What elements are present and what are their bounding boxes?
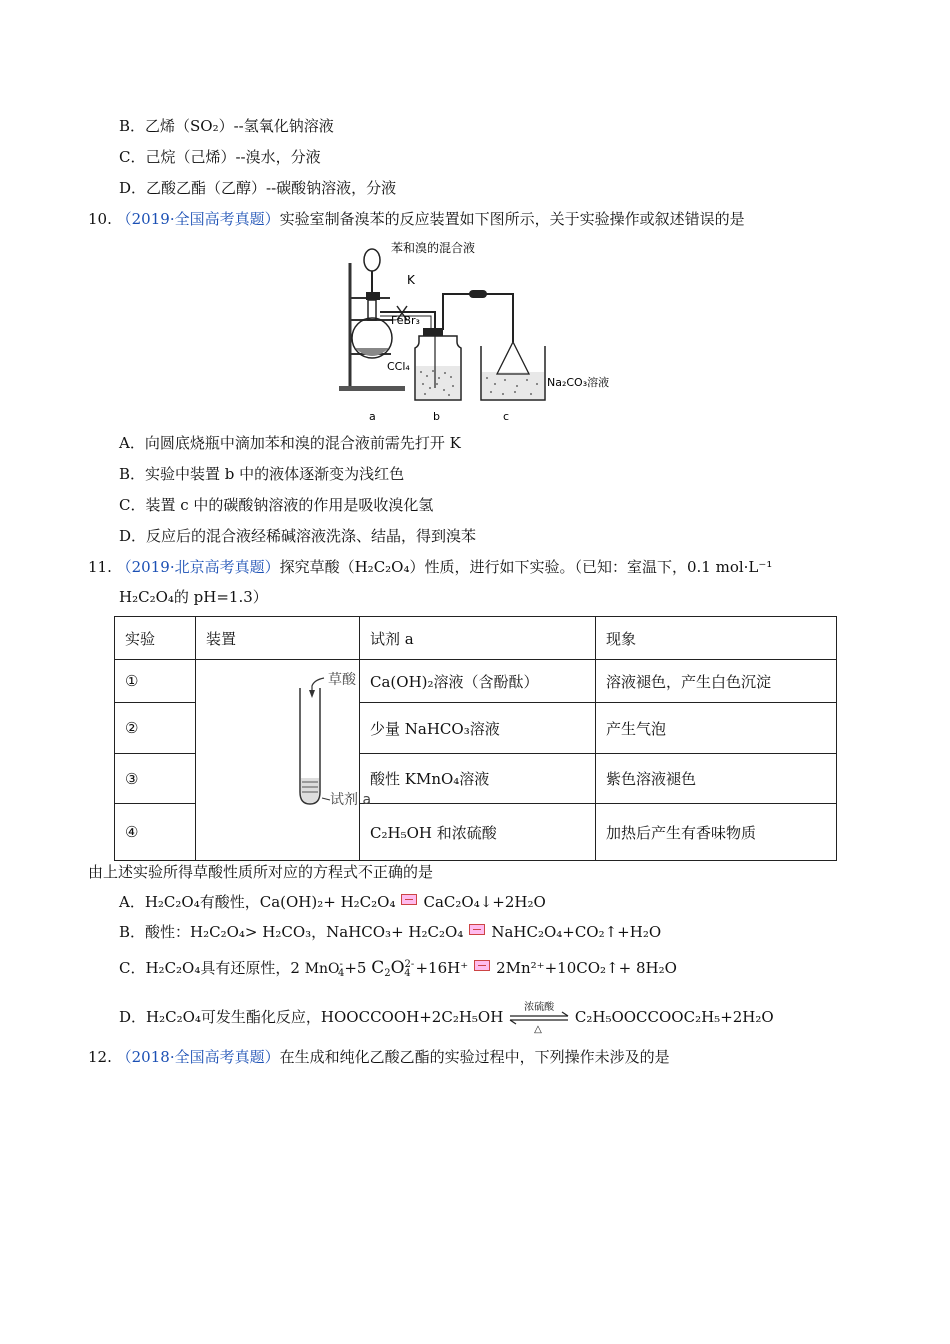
opt-c-left: C．H₂C₂O₄具有还原性，2 xyxy=(119,959,300,977)
q12-stem-text: 在生成和纯化乙酸乙酯的实验过程中，下列操作未涉及的是 xyxy=(279,1048,670,1066)
table-header-row xyxy=(115,617,837,660)
q9-option-c: C．己烷（己烯）--溴水，分液 xyxy=(119,148,321,166)
row-result: 产生气泡 xyxy=(596,703,837,754)
opt-d-right: C₂H₅OOCCOOC₂H₅+2H₂O xyxy=(574,1008,774,1026)
q10-option-a: A．向圆底烧瓶中滴加苯和溴的混合液前需先打开 K xyxy=(119,434,461,452)
header-cell: 实验 xyxy=(115,617,196,660)
row-result: 加热后产生有香味物质 xyxy=(596,804,837,861)
q9-option-b: B．乙烯（SO₂）--氢氧化钠溶液 xyxy=(119,117,334,135)
q12-stem xyxy=(88,1047,670,1067)
row-id: ④ xyxy=(115,804,196,861)
fig-k-label: K xyxy=(407,273,415,287)
test-tube-figure xyxy=(196,660,372,860)
table-row xyxy=(115,660,837,703)
row-id: ② xyxy=(115,703,196,754)
q11-option-d xyxy=(119,1002,774,1035)
header-cell: 装置 xyxy=(196,617,360,660)
device-label-top: 草酸 xyxy=(328,672,356,688)
row-id: ③ xyxy=(115,753,196,804)
q11-source: （2019·北京高考真题） xyxy=(116,558,280,576)
equals-icon xyxy=(469,924,485,935)
q12-source: （2018·全国高考真题） xyxy=(116,1048,280,1066)
q9-option-d: D．乙酸乙酯（乙醇）--碳酸钠溶液，分液 xyxy=(119,179,397,197)
opt-c-right: 2Mn²⁺+10CO₂↑+ 8H₂O xyxy=(496,959,677,977)
q11-conclusion: 由上述实验所得草酸性质所对应的方程式不正确的是 xyxy=(88,863,434,881)
q10-number: 10. xyxy=(88,210,112,228)
device-label-bottom: 试剂 a xyxy=(330,792,372,808)
q10-source: （2019·全国高考真题） xyxy=(116,210,280,228)
header-cell: 试剂 a xyxy=(360,617,596,660)
q11-stem xyxy=(88,557,772,577)
row-reagent: 少量 NaHCO₃溶液 xyxy=(360,703,596,754)
reversible-arrow-icon xyxy=(508,1002,570,1035)
equals-icon xyxy=(474,960,490,971)
q12-number: 12. xyxy=(88,1048,112,1066)
q11-stem-text: 探究草酸（H₂C₂O₄）性质，进行如下实验。（已知：室温下，0.1 mol·L⁻¹ xyxy=(279,558,773,576)
permanganate-formula: MnO-$_4$ xyxy=(304,959,345,979)
opt-c-mid: +5 xyxy=(344,959,367,977)
row-reagent: C₂H₅OH 和浓硫酸 xyxy=(360,804,596,861)
fig-label-b: b xyxy=(433,410,440,423)
fig-na-label: Na₂CO₃溶液 xyxy=(547,376,610,389)
equals-icon xyxy=(401,894,417,905)
q11-option-c xyxy=(119,958,677,979)
opt-b-right: NaHC₂O₄+CO₂↑+H₂O xyxy=(491,923,662,941)
opt-b-left: B．酸性：H₂C₂O₄> H₂CO₃，NaHCO₃+ H₂C₂O₄ xyxy=(119,923,464,941)
header-cell: 现象 xyxy=(596,617,837,660)
q11-number: 11. xyxy=(88,558,112,576)
q10-option-b: B．实验中装置 b 中的液体逐渐变为浅红色 xyxy=(119,465,405,483)
opt-a-left: A．H₂C₂O₄有酸性，Ca(OH)₂+ H₂C₂O₄ xyxy=(119,893,396,911)
q10-option-d: D．反应后的混合液经稀碱溶液洗涤、结晶，得到溴苯 xyxy=(119,527,477,545)
q10-option-c: C．装置 c 中的碳酸钠溶液的作用是吸收溴化氢 xyxy=(119,496,434,514)
fig-label-a: a xyxy=(369,410,376,423)
row-id: ① xyxy=(115,660,196,703)
q10-stem-text: 实验室制备溴苯的反应装置如下图所示，关于实验操作或叙述错误的是 xyxy=(279,210,745,228)
fig-ccl-label: CCl₄ xyxy=(387,360,410,373)
opt-c-mid2: +16H⁺ xyxy=(415,959,469,977)
q11-option-a xyxy=(119,892,546,912)
q11-option-b xyxy=(119,922,661,942)
row-result: 紫色溶液褪色 xyxy=(596,753,837,804)
arrow-condition-top: 浓硫酸 xyxy=(524,1002,555,1013)
row-reagent: 酸性 KMnO₄溶液 xyxy=(360,753,596,804)
q11-stem-line2: H₂C₂O₄的 pH=1.3） xyxy=(119,588,268,606)
q10-stem xyxy=(88,209,745,229)
device-cell xyxy=(196,660,372,861)
oxalate-formula: $C_2O^{2-}_4$ xyxy=(371,958,415,979)
arrow-condition-bottom: △ xyxy=(534,1024,542,1035)
opt-d-left: D．H₂C₂O₄可发生酯化反应，HOOCCOOH+2C₂H₅OH xyxy=(119,1008,504,1026)
opt-a-right: CaC₂O₄↓+2H₂O xyxy=(423,893,546,911)
row-result: 溶液褪色，产生白色沉淀 xyxy=(596,660,837,703)
fig-febr-label: FeBr₃ xyxy=(391,314,420,327)
row-reagent: Ca(OH)₂溶液（含酚酞） xyxy=(360,660,596,703)
fig-top-label: 苯和溴的混合液 xyxy=(391,241,476,255)
q10-apparatus-figure xyxy=(335,238,625,426)
fig-label-c: c xyxy=(503,410,510,423)
q11-experiment-table xyxy=(114,616,837,861)
